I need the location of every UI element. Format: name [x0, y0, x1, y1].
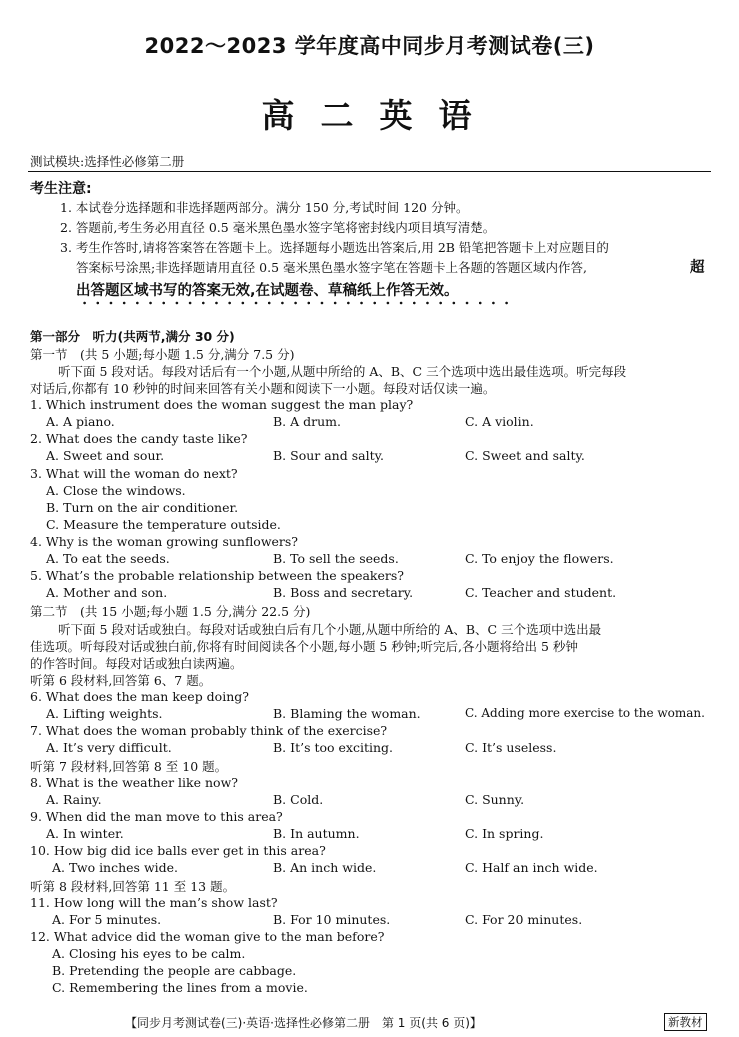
- subject-title: 高二英语: [261, 96, 498, 135]
- notice-item: 1. 本试卷分选择题和非选择题两部分。满分 150 分,考试时间 120 分钟。: [60, 200, 469, 215]
- option-c: C. It’s useless.: [465, 740, 557, 755]
- option-b: B. Cold.: [273, 792, 324, 807]
- option-c: C. For 20 minutes.: [465, 912, 583, 927]
- option-b: B. Blaming the woman.: [273, 706, 421, 721]
- question: 2. What does the candy taste like?: [30, 431, 248, 446]
- option-c: C. Sunny.: [465, 792, 525, 807]
- option-b: B. Sour and salty.: [273, 448, 384, 463]
- option-a: A. Rainy.: [46, 792, 102, 807]
- question: 10. How big did ice balls ever get in this area?: [30, 843, 326, 858]
- divider: [28, 171, 711, 172]
- question: 6. What does the man keep doing?: [30, 689, 249, 704]
- option-c: C. Remembering the lines from a movie.: [52, 980, 308, 995]
- question: 11. How long will the man’s show last?: [30, 895, 278, 910]
- question: 4. Why is the woman growing sunflowers?: [30, 534, 299, 549]
- test-module: 测试模块:选择性必修第二册: [30, 154, 185, 169]
- notice-emphasis: 超: [690, 260, 705, 276]
- material-label: 听第 7 段材料,回答第 8 至 10 题。: [30, 759, 228, 774]
- option-b: B. For 10 minutes.: [273, 912, 391, 927]
- option-c: C. Half an inch wide.: [465, 860, 598, 875]
- edition-badge: 新教材: [664, 1013, 707, 1031]
- notice-item: 2. 答题前,考生务必用直径 0.5 毫米黑色墨水签字笔将密封线内项目填写清楚。: [60, 220, 496, 235]
- option-a: A. To eat the seeds.: [46, 551, 170, 566]
- option-a: A. For 5 minutes.: [52, 912, 162, 927]
- section-heading: 第二节 (共 15 小题;每小题 1.5 分,满分 22.5 分): [30, 604, 311, 619]
- instruction: 对话后,你都有 10 秒钟的时间来回答有关小题和阅读下一小题。每段对话仅读一遍。: [30, 381, 496, 396]
- question: 9. When did the man move to this area?: [30, 809, 283, 824]
- option-a: A. In winter.: [46, 826, 124, 841]
- option-a: A. Close the windows.: [46, 483, 186, 498]
- notice-item: 答案标号涂黑;非选择题请用直径 0.5 毫米黑色墨水签字笔在答题卡上各题的答题区域内作答,: [76, 260, 588, 275]
- option-a: A. Lifting weights.: [46, 706, 163, 721]
- option-b: B. An inch wide.: [273, 860, 377, 875]
- emphasis-dots: [78, 301, 508, 305]
- option-b: B. It’s too exciting.: [273, 740, 393, 755]
- option-a: A. Two inches wide.: [52, 860, 179, 875]
- notice-item: 3. 考生作答时,请将答案答在答题卡上。选择题每小题选出答案后,用 2B 铅笔把答题卡上对应题目的: [60, 240, 609, 255]
- part-heading: 第一部分 听力(共两节,满分 30 分): [30, 329, 235, 344]
- material-label: 听第 8 段材料,回答第 11 至 13 题。: [30, 879, 236, 894]
- notice-heading: 考生注意:: [30, 181, 92, 197]
- option-a: A. Mother and son.: [46, 585, 168, 600]
- material-label: 听第 6 段材料,回答第 6、7 题。: [30, 673, 212, 688]
- option-b: B. Turn on the air conditioner.: [46, 500, 239, 515]
- option-c: C. In spring.: [465, 826, 544, 841]
- option-c: C. To enjoy the flowers.: [465, 551, 614, 566]
- option-b: B. To sell the seeds.: [273, 551, 399, 566]
- option-c: C. Adding more exercise to the woman.: [465, 706, 705, 720]
- question: 12. What advice did the woman give to the man before?: [30, 929, 385, 944]
- option-c: C. Measure the temperature outside.: [46, 517, 281, 532]
- option-a: A. It’s very difficult.: [46, 740, 172, 755]
- instruction: 听下面 5 段对话或独白。每段对话或独白后有几个小题,从题中所给的 A、B、C 三个选项中选出最: [58, 622, 602, 637]
- exam-title: 2022～2023 学年度高中同步月考测试卷(三): [144, 34, 595, 58]
- option-b: B. A drum.: [273, 414, 341, 429]
- option-b: B. In autumn.: [273, 826, 360, 841]
- instruction: 佳选项。听每段对话或独白前,你将有时间阅读各个小题,每小题 5 秒钟;听完后,各小题将给出 5 秒钟: [30, 639, 578, 654]
- option-c: C. Sweet and salty.: [465, 448, 585, 463]
- question: 5. What’s the probable relationship between the speakers?: [30, 568, 404, 583]
- option-a: A. A piano.: [46, 414, 115, 429]
- question: 3. What will the woman do next?: [30, 466, 238, 481]
- option-c: C. Teacher and student.: [465, 585, 617, 600]
- option-b: B. Pretending the people are cabbage.: [52, 963, 297, 978]
- page-footer: 【同步月考测试卷(三)·英语·选择性必修第二册 第 1 页(共 6 页)】: [125, 1016, 482, 1030]
- option-a: A. Sweet and sour.: [46, 448, 165, 463]
- notice-emphasis: 出答题区域书写的答案无效,在试题卷、草稿纸上作答无效。: [76, 283, 459, 299]
- option-a: A. Closing his eyes to be calm.: [52, 946, 246, 961]
- instruction: 听下面 5 段对话。每段对话后有一个小题,从题中所给的 A、B、C 三个选项中选出最佳选项。听完每段: [58, 364, 627, 379]
- option-c: C. A violin.: [465, 414, 534, 429]
- section-heading: 第一节 (共 5 小题;每小题 1.5 分,满分 7.5 分): [30, 347, 295, 362]
- question: 1. Which instrument does the woman suggest the man play?: [30, 397, 414, 412]
- instruction: 的作答时间。每段对话或独白读两遍。: [30, 656, 243, 671]
- option-b: B. Boss and secretary.: [273, 585, 414, 600]
- question: 7. What does the woman probably think of the exercise?: [30, 723, 388, 738]
- question: 8. What is the weather like now?: [30, 775, 238, 790]
